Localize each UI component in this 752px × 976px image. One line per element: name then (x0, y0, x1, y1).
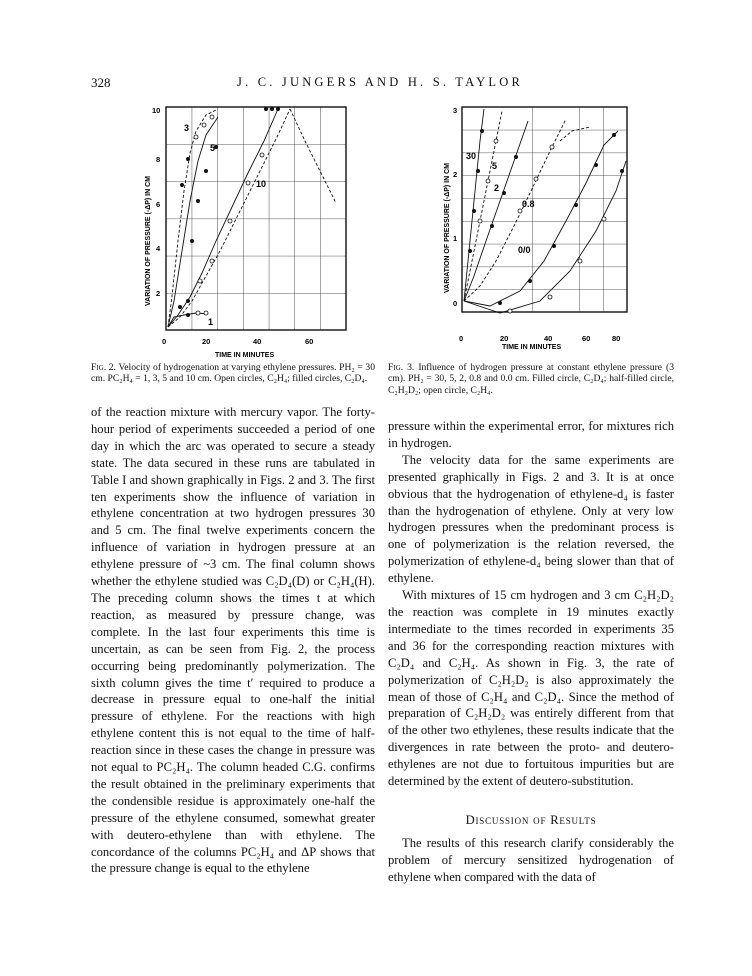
fig3-curve-label: 5 (492, 161, 498, 171)
figure-3-caption-text: Influence of hydrogen pressure at constant ethylene pressure (3 cm). PH₂ = 30, 5, 2, 0.8 and 0.0 cm. Filled circle, C₂D₄; half-filled circle, C₂H₂D₂; open circle, C₂H₄. (388, 362, 674, 396)
fig2-xtick: 60 (305, 337, 314, 346)
figure-3-caption (388, 362, 674, 396)
fig3-ytick: 3 (453, 106, 458, 115)
fig3-ytick: 0 (453, 299, 458, 308)
figure-2-caption-lead: Fig. 2. (91, 362, 116, 373)
figure-3-plot (440, 101, 640, 353)
fig3-curve-label: 2 (494, 183, 500, 193)
fig2-curve-label: 1 (208, 317, 214, 327)
fig2-xtick: 40 (253, 337, 262, 346)
fig3-xtick: 20 (500, 334, 509, 343)
fig2-xtick: 20 (202, 337, 211, 346)
fig2-ytick: 6 (156, 200, 161, 209)
fig3-xlabel: TIME IN MINUTES (502, 344, 562, 351)
left-paragraph: of the reaction mixture with mercury vapor. The forty-hour period of experiments succeeded a period of one day in which the arc was operated to secure a steady state. The data secured in these runs are tabulated in Table I and shown graphically in Figs. 2 and 3. The first ten experiments show the influence of variation in ethylene concentration at two hydrogen pressures 30 and 5 cm. The final twelve experiments concern the influence of variation in hydrogen pressure at an ethylene pressure of ~3 cm. The final column shows whether the ethylene studied was C₂D₄(D) or C₂H₄(H). The preceding column shows the times t at which reaction, as measured by pressure change, was complete. In the last four experiments this time is uncertain, as can be seen from Fig. 2, the process occurring being predominantly polymerization. The sixth column gives the time t′ required to produce a decrease in pressure equal to one-half the initial pressure of ethylene. For the reactions with high ethylene content this is not equal to the time of half-reaction since in these cases the change in pressure was not equal to PC₂H₄. The column headed C.G. confirms the result obtained in the preliminary experiments that the condensible residue is approximately one-half the pressure of the ethylene consumed, somewhat greater with deutero-ethylene than with ethylene. The concordance of the columns PC₂H₄ and ΔP shows that the pressure change is equal to the ethylene (91, 405, 375, 876)
fig3-xtick: 0 (459, 334, 464, 343)
right-paragraph-4: The results of this research clarify considerably the problem of mercury sensitized hydrogenation of ethylene when compared with the data of (388, 835, 674, 884)
running-header (0, 75, 752, 95)
fig3-curve-label: 0.8 (522, 199, 535, 209)
fig2-ytick: 8 (156, 155, 161, 164)
right-paragraph-2: The velocity data for the same experiments are presented graphically in Figs. 2 and 3. It is at once obvious that the hydrogenation of ethylene-d₄ is faster than the hydrogenation of ethylene. Only at very low hydrogen pressures when the predominant process is one of polymerization is the relation reversed, the polymerization of ethylene-d₄ being slower than that of ethylene. (388, 452, 674, 586)
fig2-xtick: 0 (162, 337, 167, 346)
fig2-curve-label: 3 (184, 123, 190, 133)
fig3-grid (462, 107, 627, 312)
right-paragraph-1: pressure within the experimental error, for mixtures rich in hydrogen. (388, 419, 674, 450)
figure-2-caption (91, 362, 375, 385)
left-column (91, 404, 375, 877)
fig3-ytick: 1 (453, 234, 458, 243)
fig2-ylabel: VARIATION OF PRESSURE (-ΔP) IN CM (145, 176, 152, 306)
figure-2-caption-text: Velocity of hydrogenation at varying ethylene pressures. PH₂ = 30 cm. PC₂H₄ = 1, 3, 5 and 10 cm. Open circles, C₂H₄; filled circles, C₂D₄. (91, 362, 376, 385)
fig2-curve-label: 5 (210, 143, 216, 153)
figure-3 (440, 101, 640, 353)
right-column (388, 418, 674, 886)
fig3-ylabel: VARIATION OF PRESSURE (-ΔP) IN CM (444, 163, 451, 293)
fig3-xtick: 40 (544, 334, 553, 343)
figure-2-plot (140, 101, 380, 363)
fig3-xtick: 80 (612, 334, 621, 343)
fig3-curve-label: 0/0 (518, 245, 531, 255)
page-number: 328 (91, 75, 111, 90)
fig2-ytick: 2 (156, 289, 161, 298)
fig3-ytick: 2 (453, 170, 458, 179)
fig3-curve-label: 30 (466, 151, 477, 161)
fig2-ytick: 4 (156, 244, 161, 253)
fig2-ytick: 10 (152, 106, 161, 115)
fig2-curve-label: 10 (256, 179, 267, 189)
fig3-xtick: 60 (582, 334, 591, 343)
right-paragraph-3: With mixtures of 15 cm hydrogen and 3 cm C₂H₂D₂ the reaction was complete in 19 minutes exactly intermediate to the times recorded in experiments 35 and 36 for the corresponding reaction mixtures with C₂D₄ and C₂H₄. As shown in Fig. 3, the rate of polymerization of C₂H₂D₂ is also approximately the mean of those of C₂H₄ and C₂D₄. Since the method of preparation of C₂H₂D₂ was entirely different from that of the other two ethylenes, these results indicate that the divergences in rate between the proto- and deutero-ethylenes are not due to fortuitous impurities but are determined by the extent of deutero-substitution. (388, 588, 674, 789)
section-heading: Discussion of Results (465, 812, 597, 827)
fig2-grid (166, 107, 346, 330)
figure-3-caption-lead: Fig. 3. (388, 362, 415, 373)
fig2-xlabel: TIME IN MINUTES (215, 352, 275, 359)
running-title: J. C. JUNGERS AND H. S. TAYLOR (237, 75, 524, 89)
figure-2 (140, 101, 380, 363)
